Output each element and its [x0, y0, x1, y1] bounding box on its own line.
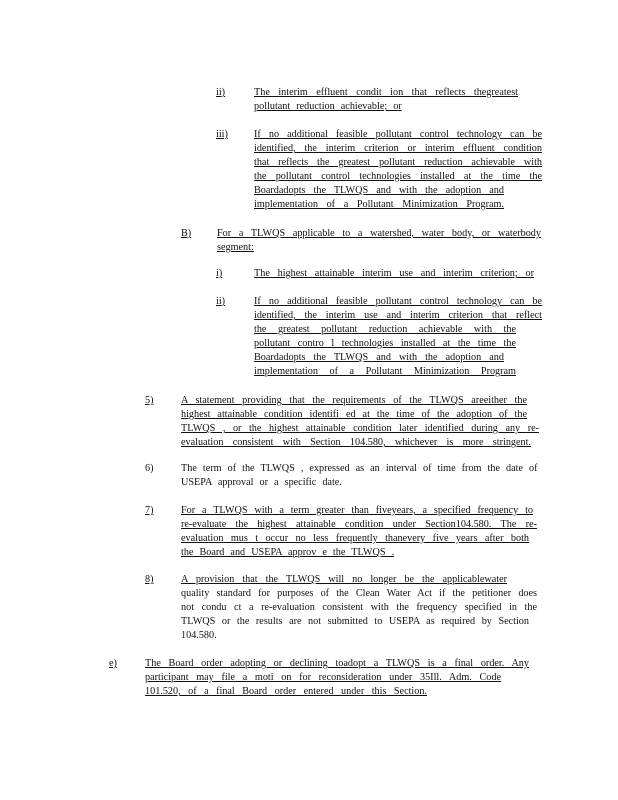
- item-line: Boardadopts the TLWQS and with the adoption and: [254, 352, 504, 363]
- item-line: TLWQS or the results are not submitted to USEPA as required by Section: [181, 616, 529, 627]
- item-line: A statement providing that the requirements of the TLWQS areeither the: [181, 395, 527, 406]
- item-line: For a TLWQS applicable to a watershed, water body, or waterbody: [217, 228, 541, 239]
- item-line: pollutant contro l technologies installed at the time the: [254, 338, 516, 349]
- item-line: implementation of a Pollutant Minimization Program: [254, 366, 516, 377]
- item-line: implementation of a Pollutant Minimization Program.: [254, 199, 504, 210]
- item-line: not condu ct a re-evaluation consistent with the frequency specified in the: [181, 602, 537, 613]
- item-line: the greatest pollutant reduction achievable with the: [254, 324, 516, 335]
- item-line: evaluation consistent with Section 104.580, whichever is more stringent.: [181, 437, 531, 448]
- item-line: evaluation mus t occur no less frequently thanevery five years after both: [181, 533, 529, 544]
- item-marker: e): [109, 658, 117, 669]
- item-marker: ii): [216, 87, 226, 98]
- item-line: If no additional feasible pollutant control technology can be: [254, 296, 542, 307]
- item-marker: i): [216, 268, 223, 279]
- item-line: 104.580.: [181, 630, 217, 641]
- item-line: quality standard for purposes of the Clean Water Act if the petitioner does: [181, 588, 537, 599]
- item-marker: ii): [216, 296, 226, 307]
- item-line: the pollutant control technologies installed at the time the: [254, 171, 542, 182]
- item-line: The Board order adopting or declining toadopt a TLWQS is a final order. Any: [145, 658, 529, 669]
- item-line: For a TLWQS with a term greater than fiveyears, a specified frequency to: [181, 505, 533, 516]
- item-line: participant may file a moti on for reconsideration under 35Ill. Adm. Code: [145, 672, 501, 683]
- item-line: The term of the TLWQS , expressed as an interval of time from the date of: [181, 463, 538, 474]
- item-marker: B): [181, 228, 192, 239]
- item-marker: 6): [145, 463, 154, 474]
- item-line: 101.520, of a final Board order entered under this Section.: [145, 686, 427, 697]
- item-line: pollutant reduction achievable; or: [254, 101, 402, 112]
- item-line: TLWQS , or the highest attainable condition later identified during any re-: [181, 423, 539, 434]
- item-line: The interim effluent condit ion that reflects thegreatest: [254, 87, 518, 98]
- item-line: The highest attainable interim use and interim criterion; or: [254, 268, 534, 279]
- item-line: identified, the interim use and interim criterion that reflect: [254, 310, 542, 321]
- item-line: the Board and USEPA approv e the TLWQS .: [181, 547, 395, 558]
- item-marker: 7): [145, 505, 154, 516]
- item-line: re-evaluate the highest attainable condition under Section104.580. The re-: [181, 519, 537, 530]
- item-line: USEPA approval or a specific date.: [181, 477, 342, 488]
- item-marker: 5): [145, 395, 154, 406]
- item-line: Boardadopts the TLWQS and with the adoption and: [254, 185, 504, 196]
- item-line: highest attainable condition identifi ed at the time of the adoption of the: [181, 409, 527, 420]
- item-marker: 8): [145, 574, 154, 585]
- item-line: A provision that the TLWQS will no longer be the applicablewater: [181, 574, 507, 585]
- item-line: segment:: [217, 242, 254, 253]
- item-marker: iii): [216, 129, 228, 140]
- item-line: that reflects the greatest pollutant reduction achievable with: [254, 157, 542, 168]
- item-line: If no additional feasible pollutant control technology can be: [254, 129, 542, 140]
- item-line: identified, the interim criterion or interim effluent condition: [254, 143, 542, 154]
